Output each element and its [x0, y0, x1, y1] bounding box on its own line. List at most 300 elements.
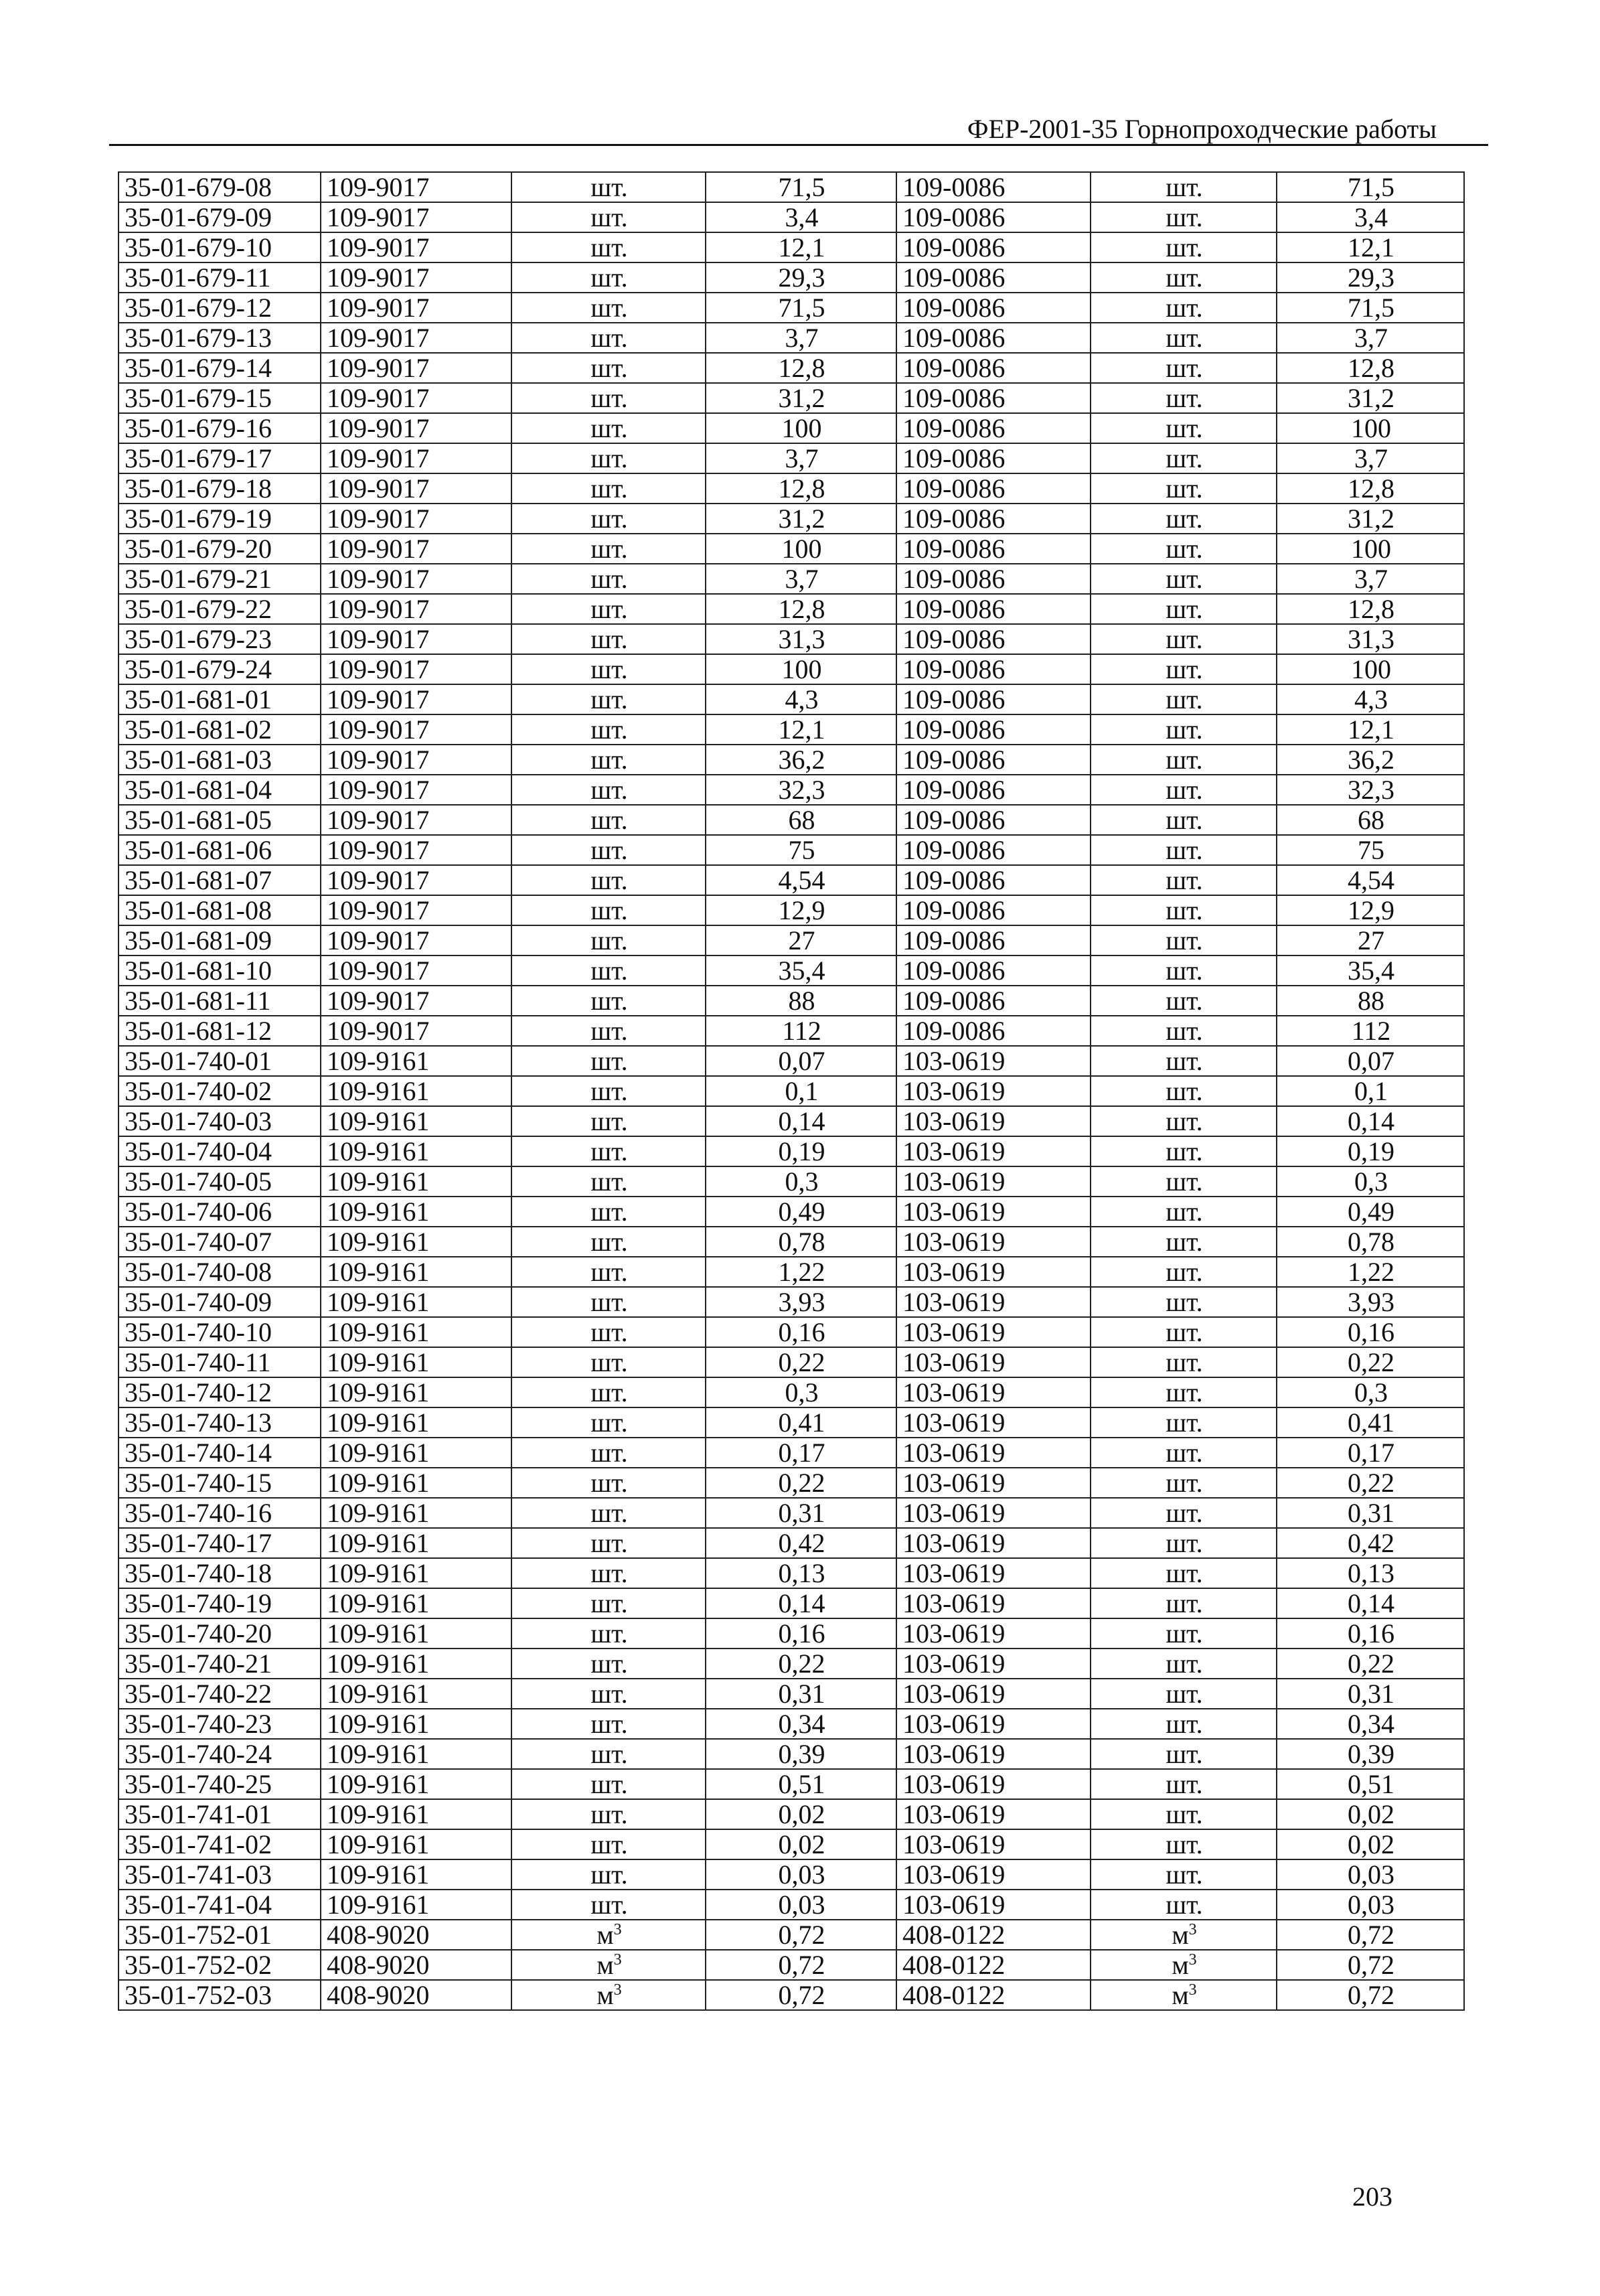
included-qty-cell: 0,17	[1277, 1438, 1464, 1468]
included-qty-cell: 0,02	[1277, 1799, 1464, 1829]
included-unit-cell: шт.	[1091, 1769, 1277, 1799]
table-row	[118, 232, 1464, 262]
excluded-resource-cell: 109-9161	[321, 1377, 511, 1407]
excluded-unit-cell: шт.	[511, 293, 706, 323]
excluded-unit-cell: шт.	[511, 1709, 706, 1739]
excluded-resource-cell: 109-9017	[321, 624, 511, 654]
included-unit-cell: шт.	[1091, 413, 1277, 443]
included-resource-cell: 109-0086	[896, 323, 1091, 353]
norm-code-cell: 35-01-740-14	[118, 1438, 321, 1468]
included-resource-cell: 109-0086	[896, 955, 1091, 986]
norm-code-cell: 35-01-679-18	[118, 473, 321, 504]
included-unit-cell: шт.	[1091, 1227, 1277, 1257]
excluded-qty-cell: 31,3	[706, 624, 896, 654]
included-qty-cell: 0,31	[1277, 1498, 1464, 1528]
table-row	[118, 1468, 1464, 1498]
included-resource-cell: 109-0086	[896, 745, 1091, 775]
norm-code-cell: 35-01-679-08	[118, 172, 321, 202]
excluded-qty-cell: 0,03	[706, 1859, 896, 1890]
norm-code-cell: 35-01-741-03	[118, 1859, 321, 1890]
included-unit-cell: шт.	[1091, 805, 1277, 835]
excluded-resource-cell: 109-9161	[321, 1166, 511, 1197]
included-qty-cell: 88	[1277, 986, 1464, 1016]
included-qty-cell: 0,78	[1277, 1227, 1464, 1257]
norm-code-cell: 35-01-740-10	[118, 1317, 321, 1347]
excluded-resource-cell: 109-9161	[321, 1287, 511, 1317]
included-unit-cell: шт.	[1091, 624, 1277, 654]
included-unit-cell: шт.	[1091, 172, 1277, 202]
norm-code-cell: 35-01-681-07	[118, 865, 321, 895]
included-unit-cell: шт.	[1091, 1046, 1277, 1076]
excluded-resource-cell: 109-9161	[321, 1588, 511, 1618]
included-resource-cell: 103-0619	[896, 1046, 1091, 1076]
included-qty-cell: 32,3	[1277, 775, 1464, 805]
included-qty-cell: 0,22	[1277, 1347, 1464, 1377]
table-row	[118, 1347, 1464, 1377]
excluded-qty-cell: 100	[706, 534, 896, 564]
included-qty-cell: 12,8	[1277, 473, 1464, 504]
excluded-resource-cell: 109-9161	[321, 1769, 511, 1799]
table-row	[118, 1649, 1464, 1679]
included-qty-cell: 0,49	[1277, 1197, 1464, 1227]
included-qty-cell: 0,42	[1277, 1528, 1464, 1558]
excluded-unit-cell: шт.	[511, 654, 706, 684]
included-qty-cell: 4,3	[1277, 684, 1464, 714]
norm-code-cell: 35-01-740-06	[118, 1197, 321, 1227]
norm-code-cell: 35-01-741-02	[118, 1829, 321, 1859]
excluded-unit-cell: шт.	[511, 1438, 706, 1468]
excluded-resource-cell: 109-9161	[321, 1829, 511, 1859]
excluded-unit-cell: шт.	[511, 1618, 706, 1649]
excluded-resource-cell: 109-9017	[321, 594, 511, 624]
included-resource-cell: 109-0086	[896, 835, 1091, 865]
table-row	[118, 654, 1464, 684]
excluded-qty-cell: 88	[706, 986, 896, 1016]
included-unit-cell: шт.	[1091, 1829, 1277, 1859]
excluded-qty-cell: 0,78	[706, 1227, 896, 1257]
excluded-unit-cell: шт.	[511, 1799, 706, 1829]
table-row	[118, 1920, 1464, 1950]
included-resource-cell: 109-0086	[896, 473, 1091, 504]
table-row	[118, 1317, 1464, 1347]
norm-code-cell: 35-01-681-01	[118, 684, 321, 714]
norm-code-cell: 35-01-740-07	[118, 1227, 321, 1257]
included-unit-cell: шт.	[1091, 1407, 1277, 1438]
excluded-unit-cell: шт.	[511, 1377, 706, 1407]
excluded-resource-cell: 109-9161	[321, 1859, 511, 1890]
table-row	[118, 1588, 1464, 1618]
included-unit-cell: шт.	[1091, 1890, 1277, 1920]
table-row	[118, 955, 1464, 986]
excluded-unit-cell: шт.	[511, 1890, 706, 1920]
table-row	[118, 473, 1464, 504]
excluded-qty-cell: 12,8	[706, 473, 896, 504]
table-row	[118, 564, 1464, 594]
norm-code-cell: 35-01-740-08	[118, 1257, 321, 1287]
included-unit-cell: шт.	[1091, 594, 1277, 624]
excluded-unit-cell: шт.	[511, 624, 706, 654]
included-qty-cell: 0,03	[1277, 1890, 1464, 1920]
included-resource-cell: 109-0086	[896, 262, 1091, 293]
excluded-unit-cell: шт.	[511, 1076, 706, 1106]
table-row	[118, 534, 1464, 564]
table-row	[118, 504, 1464, 534]
included-unit-cell: $м^3$	[1091, 1920, 1277, 1950]
included-qty-cell: 31,3	[1277, 624, 1464, 654]
table-row	[118, 775, 1464, 805]
header-rule	[109, 144, 1488, 146]
excluded-resource-cell: 109-9161	[321, 1558, 511, 1588]
excluded-resource-cell: 109-9017	[321, 383, 511, 413]
excluded-unit-cell: шт.	[511, 1739, 706, 1769]
included-unit-cell: шт.	[1091, 443, 1277, 473]
norm-code-cell: 35-01-681-02	[118, 714, 321, 745]
excluded-resource-cell: 109-9017	[321, 564, 511, 594]
excluded-resource-cell: 109-9017	[321, 504, 511, 534]
included-resource-cell: 103-0619	[896, 1528, 1091, 1558]
included-resource-cell: 103-0619	[896, 1558, 1091, 1588]
norm-code-cell: 35-01-740-24	[118, 1739, 321, 1769]
included-unit-cell: шт.	[1091, 564, 1277, 594]
excluded-resource-cell: 109-9017	[321, 654, 511, 684]
norm-code-cell: 35-01-679-24	[118, 654, 321, 684]
included-resource-cell: 103-0619	[896, 1588, 1091, 1618]
excluded-unit-cell: $м^3$	[511, 1920, 706, 1950]
included-qty-cell: 29,3	[1277, 262, 1464, 293]
excluded-resource-cell: 109-9161	[321, 1347, 511, 1377]
excluded-qty-cell: 100	[706, 654, 896, 684]
excluded-unit-cell: шт.	[511, 172, 706, 202]
included-unit-cell: шт.	[1091, 925, 1277, 955]
included-qty-cell: 0,03	[1277, 1859, 1464, 1890]
excluded-qty-cell: 0,16	[706, 1618, 896, 1649]
included-qty-cell: 0,22	[1277, 1468, 1464, 1498]
excluded-resource-cell: 109-9161	[321, 1739, 511, 1769]
excluded-unit-cell: шт.	[511, 1166, 706, 1197]
table-row	[118, 1257, 1464, 1287]
included-resource-cell: 109-0086	[896, 383, 1091, 413]
norm-code-cell: 35-01-740-15	[118, 1468, 321, 1498]
excluded-resource-cell: 109-9161	[321, 1257, 511, 1287]
included-unit-cell: шт.	[1091, 986, 1277, 1016]
excluded-resource-cell: 408-9020	[321, 1920, 511, 1950]
excluded-unit-cell: шт.	[511, 594, 706, 624]
excluded-resource-cell: 109-9017	[321, 1016, 511, 1046]
table-row	[118, 172, 1464, 202]
norm-code-cell: 35-01-679-19	[118, 504, 321, 534]
excluded-unit-cell: шт.	[511, 1407, 706, 1438]
included-qty-cell: 3,7	[1277, 323, 1464, 353]
norm-code-cell: 35-01-740-01	[118, 1046, 321, 1076]
included-unit-cell: шт.	[1091, 654, 1277, 684]
excluded-unit-cell: шт.	[511, 1649, 706, 1679]
excluded-qty-cell: 12,1	[706, 714, 896, 745]
norm-code-cell: 35-01-681-05	[118, 805, 321, 835]
excluded-unit-cell: шт.	[511, 1347, 706, 1377]
excluded-resource-cell: 109-9017	[321, 473, 511, 504]
table-row	[118, 1287, 1464, 1317]
included-resource-cell: 109-0086	[896, 534, 1091, 564]
excluded-resource-cell: 109-9161	[321, 1076, 511, 1106]
norm-code-cell: 35-01-679-14	[118, 353, 321, 383]
table-row	[118, 1407, 1464, 1438]
included-resource-cell: 109-0086	[896, 504, 1091, 534]
excluded-resource-cell: 109-9161	[321, 1468, 511, 1498]
excluded-resource-cell: 109-9017	[321, 925, 511, 955]
norm-code-cell: 35-01-740-02	[118, 1076, 321, 1106]
excluded-qty-cell: 0,72	[706, 1980, 896, 2010]
table-row	[118, 624, 1464, 654]
excluded-resource-cell: 109-9017	[321, 745, 511, 775]
excluded-unit-cell: шт.	[511, 1558, 706, 1588]
excluded-qty-cell: 0,19	[706, 1136, 896, 1166]
excluded-unit-cell: шт.	[511, 202, 706, 232]
included-resource-cell: 103-0619	[896, 1317, 1091, 1347]
included-qty-cell: 0,39	[1277, 1739, 1464, 1769]
excluded-unit-cell: $м^3$	[511, 1980, 706, 2010]
norm-code-cell: 35-01-679-16	[118, 413, 321, 443]
included-unit-cell: шт.	[1091, 1468, 1277, 1498]
table-row	[118, 1498, 1464, 1528]
excluded-qty-cell: 0,22	[706, 1468, 896, 1498]
table-row	[118, 1618, 1464, 1649]
excluded-unit-cell: шт.	[511, 323, 706, 353]
included-unit-cell: шт.	[1091, 323, 1277, 353]
norm-code-cell: 35-01-740-13	[118, 1407, 321, 1438]
table-row	[118, 1076, 1464, 1106]
excluded-qty-cell: 3,93	[706, 1287, 896, 1317]
excluded-resource-cell: 109-9017	[321, 232, 511, 262]
table-row	[118, 1136, 1464, 1166]
excluded-qty-cell: 31,2	[706, 504, 896, 534]
norm-code-cell: 35-01-679-10	[118, 232, 321, 262]
included-qty-cell: 35,4	[1277, 955, 1464, 986]
excluded-unit-cell: шт.	[511, 1829, 706, 1859]
excluded-resource-cell: 408-9020	[321, 1980, 511, 2010]
excluded-unit-cell: шт.	[511, 1588, 706, 1618]
norm-code-cell: 35-01-740-19	[118, 1588, 321, 1618]
excluded-qty-cell: 0,31	[706, 1498, 896, 1528]
norm-code-cell: 35-01-740-03	[118, 1106, 321, 1136]
excluded-qty-cell: 0,02	[706, 1829, 896, 1859]
excluded-unit-cell: шт.	[511, 775, 706, 805]
included-resource-cell: 103-0619	[896, 1649, 1091, 1679]
excluded-qty-cell: 0,16	[706, 1317, 896, 1347]
included-unit-cell: шт.	[1091, 1257, 1277, 1287]
excluded-resource-cell: 109-9017	[321, 805, 511, 835]
included-qty-cell: 3,7	[1277, 564, 1464, 594]
excluded-qty-cell: 0,3	[706, 1166, 896, 1197]
excluded-resource-cell: 109-9017	[321, 684, 511, 714]
excluded-unit-cell: шт.	[511, 504, 706, 534]
included-resource-cell: 103-0619	[896, 1679, 1091, 1709]
included-unit-cell: шт.	[1091, 684, 1277, 714]
included-resource-cell: 103-0619	[896, 1257, 1091, 1287]
included-qty-cell: 0,72	[1277, 1920, 1464, 1950]
included-qty-cell: 100	[1277, 413, 1464, 443]
excluded-qty-cell: 112	[706, 1016, 896, 1046]
excluded-unit-cell: шт.	[511, 1257, 706, 1287]
norm-code-cell: 35-01-752-01	[118, 1920, 321, 1950]
included-qty-cell: 100	[1277, 534, 1464, 564]
excluded-unit-cell: шт.	[511, 1679, 706, 1709]
included-unit-cell: шт.	[1091, 1498, 1277, 1528]
included-resource-cell: 103-0619	[896, 1829, 1091, 1859]
included-qty-cell: 0,1	[1277, 1076, 1464, 1106]
table-row	[118, 1709, 1464, 1739]
norm-code-cell: 35-01-740-18	[118, 1558, 321, 1588]
excluded-qty-cell: 0,07	[706, 1046, 896, 1076]
norm-code-cell: 35-01-679-21	[118, 564, 321, 594]
excluded-resource-cell: 109-9017	[321, 775, 511, 805]
included-resource-cell: 408-0122	[896, 1950, 1091, 1980]
excluded-unit-cell: шт.	[511, 955, 706, 986]
included-qty-cell: 31,2	[1277, 383, 1464, 413]
included-qty-cell: 0,3	[1277, 1166, 1464, 1197]
included-unit-cell: $м^3$	[1091, 1950, 1277, 1980]
excluded-resource-cell: 109-9017	[321, 172, 511, 202]
excluded-qty-cell: 0,22	[706, 1347, 896, 1377]
included-resource-cell: 103-0619	[896, 1166, 1091, 1197]
included-resource-cell: 103-0619	[896, 1106, 1091, 1136]
excluded-qty-cell: 0,49	[706, 1197, 896, 1227]
excluded-unit-cell: шт.	[511, 413, 706, 443]
table-row	[118, 202, 1464, 232]
table-row	[118, 1950, 1464, 1980]
table-row	[118, 1046, 1464, 1076]
excluded-resource-cell: 109-9017	[321, 955, 511, 986]
included-qty-cell: 0,72	[1277, 1950, 1464, 1980]
excluded-unit-cell: шт.	[511, 714, 706, 745]
excluded-resource-cell: 109-9161	[321, 1528, 511, 1558]
excluded-resource-cell: 109-9017	[321, 202, 511, 232]
excluded-qty-cell: 12,8	[706, 594, 896, 624]
included-qty-cell: 27	[1277, 925, 1464, 955]
included-unit-cell: шт.	[1091, 1859, 1277, 1890]
table-row	[118, 714, 1464, 745]
included-unit-cell: шт.	[1091, 714, 1277, 745]
included-resource-cell: 103-0619	[896, 1438, 1091, 1468]
excluded-resource-cell: 109-9161	[321, 1136, 511, 1166]
norm-code-cell: 35-01-740-25	[118, 1769, 321, 1799]
included-resource-cell: 109-0086	[896, 654, 1091, 684]
included-unit-cell: шт.	[1091, 353, 1277, 383]
included-qty-cell: 3,7	[1277, 443, 1464, 473]
excluded-qty-cell: 31,2	[706, 383, 896, 413]
norm-code-cell: 35-01-740-12	[118, 1377, 321, 1407]
included-unit-cell: шт.	[1091, 1287, 1277, 1317]
excluded-qty-cell: 0,14	[706, 1588, 896, 1618]
excluded-resource-cell: 109-9017	[321, 443, 511, 473]
norm-code-cell: 35-01-740-20	[118, 1618, 321, 1649]
excluded-unit-cell: шт.	[511, 745, 706, 775]
included-resource-cell: 109-0086	[896, 172, 1091, 202]
norm-code-cell: 35-01-679-22	[118, 594, 321, 624]
included-resource-cell: 109-0086	[896, 714, 1091, 745]
table-row	[118, 1799, 1464, 1829]
included-resource-cell: 103-0619	[896, 1377, 1091, 1407]
included-qty-cell: 100	[1277, 654, 1464, 684]
table-row	[118, 1829, 1464, 1859]
included-resource-cell: 103-0619	[896, 1890, 1091, 1920]
excluded-qty-cell: 71,5	[706, 293, 896, 323]
excluded-resource-cell: 109-9161	[321, 1317, 511, 1347]
included-resource-cell: 109-0086	[896, 232, 1091, 262]
excluded-unit-cell: шт.	[511, 1468, 706, 1498]
included-resource-cell: 103-0619	[896, 1136, 1091, 1166]
norm-code-cell: 35-01-740-05	[118, 1166, 321, 1197]
excluded-resource-cell: 109-9161	[321, 1709, 511, 1739]
excluded-qty-cell: 29,3	[706, 262, 896, 293]
included-resource-cell: 103-0619	[896, 1769, 1091, 1799]
included-resource-cell: 103-0619	[896, 1468, 1091, 1498]
table-row	[118, 1377, 1464, 1407]
included-qty-cell: 0,02	[1277, 1829, 1464, 1859]
included-unit-cell: шт.	[1091, 835, 1277, 865]
included-unit-cell: шт.	[1091, 232, 1277, 262]
table-row	[118, 1166, 1464, 1197]
included-qty-cell: 0,22	[1277, 1649, 1464, 1679]
table-row	[118, 353, 1464, 383]
excluded-qty-cell: 0,42	[706, 1528, 896, 1558]
norm-code-cell: 35-01-679-12	[118, 293, 321, 323]
included-qty-cell: 12,8	[1277, 594, 1464, 624]
excluded-unit-cell: шт.	[511, 443, 706, 473]
excluded-qty-cell: 0,41	[706, 1407, 896, 1438]
norm-code-cell: 35-01-740-23	[118, 1709, 321, 1739]
excluded-unit-cell: $м^3$	[511, 1950, 706, 1980]
included-unit-cell: шт.	[1091, 1166, 1277, 1197]
excluded-unit-cell: шт.	[511, 1859, 706, 1890]
excluded-resource-cell: 109-9161	[321, 1679, 511, 1709]
included-qty-cell: 71,5	[1277, 293, 1464, 323]
included-resource-cell: 103-0619	[896, 1347, 1091, 1377]
included-unit-cell: шт.	[1091, 1799, 1277, 1829]
included-resource-cell: 103-0619	[896, 1618, 1091, 1649]
excluded-unit-cell: шт.	[511, 684, 706, 714]
included-qty-cell: 0,14	[1277, 1588, 1464, 1618]
excluded-resource-cell: 109-9161	[321, 1227, 511, 1257]
included-unit-cell: шт.	[1091, 534, 1277, 564]
excluded-resource-cell: 109-9017	[321, 293, 511, 323]
included-resource-cell: 103-0619	[896, 1407, 1091, 1438]
included-qty-cell: 112	[1277, 1016, 1464, 1046]
table-row	[118, 1980, 1464, 2010]
included-qty-cell: 0,31	[1277, 1679, 1464, 1709]
excluded-unit-cell: шт.	[511, 895, 706, 925]
included-resource-cell: 109-0086	[896, 895, 1091, 925]
included-unit-cell: шт.	[1091, 1317, 1277, 1347]
excluded-resource-cell: 109-9017	[321, 714, 511, 745]
excluded-qty-cell: 0,39	[706, 1739, 896, 1769]
norm-code-cell: 35-01-681-04	[118, 775, 321, 805]
table-row	[118, 594, 1464, 624]
excluded-qty-cell: 3,4	[706, 202, 896, 232]
included-unit-cell: шт.	[1091, 1076, 1277, 1106]
excluded-qty-cell: 1,22	[706, 1257, 896, 1287]
included-resource-cell: 103-0619	[896, 1287, 1091, 1317]
included-resource-cell: 109-0086	[896, 202, 1091, 232]
excluded-qty-cell: 0,03	[706, 1890, 896, 1920]
excluded-qty-cell: 36,2	[706, 745, 896, 775]
included-unit-cell: шт.	[1091, 895, 1277, 925]
excluded-unit-cell: шт.	[511, 1136, 706, 1166]
included-resource-cell: 103-0619	[896, 1799, 1091, 1829]
excluded-resource-cell: 109-9017	[321, 986, 511, 1016]
included-unit-cell: шт.	[1091, 1649, 1277, 1679]
included-qty-cell: 0,14	[1277, 1106, 1464, 1136]
table-row	[118, 383, 1464, 413]
